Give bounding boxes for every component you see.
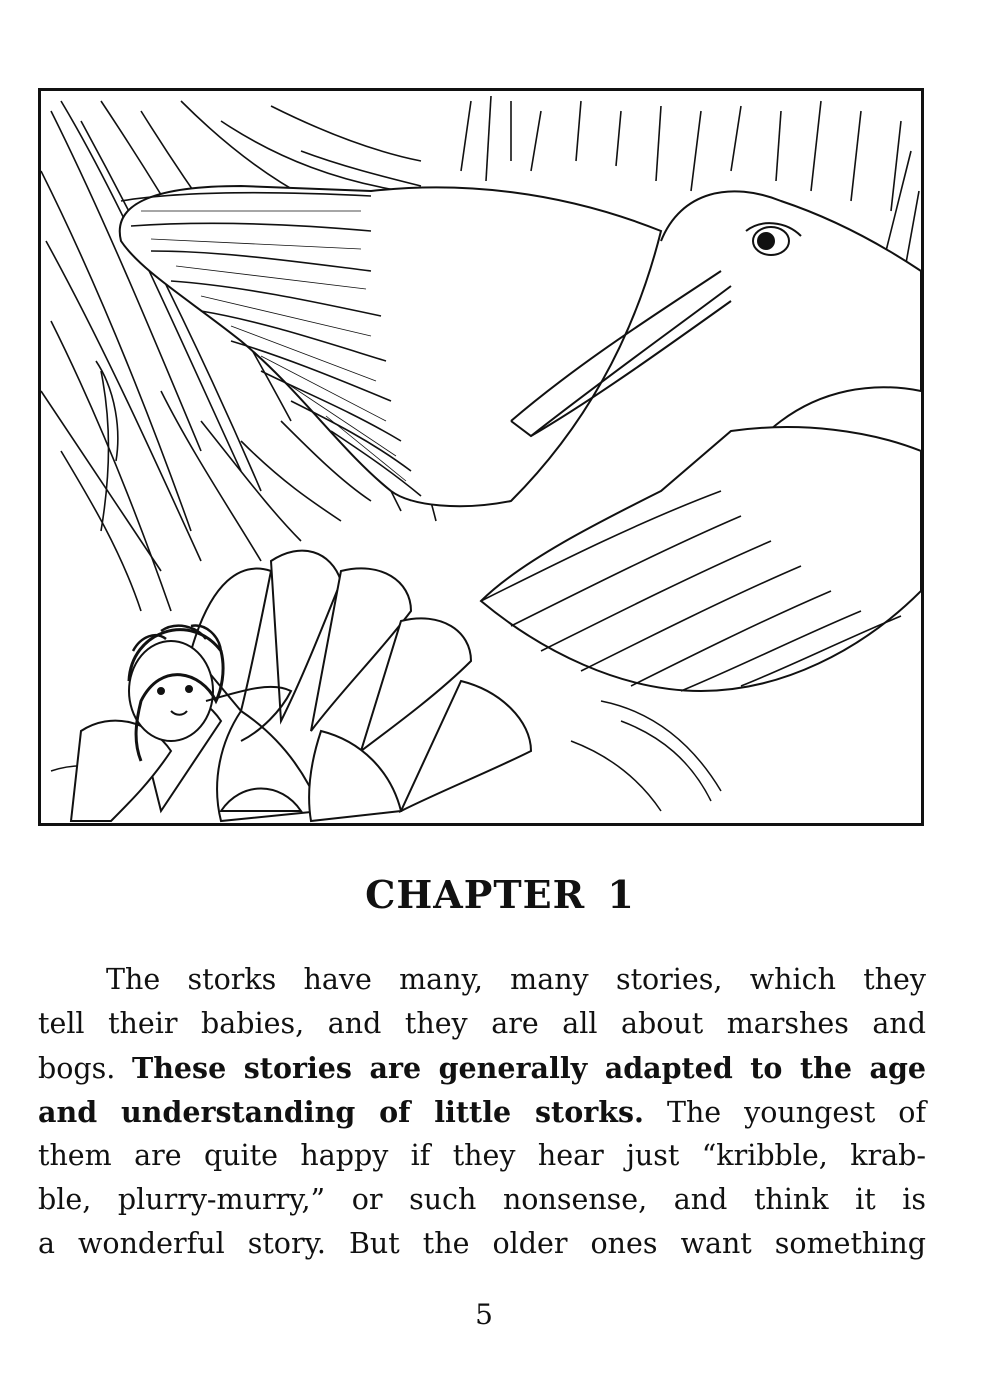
text-run: ble, plurry-murry,” or such nonsense, and think it is bbox=[38, 1183, 926, 1216]
bold-text-run: These stories are generally adapted to the age bbox=[131, 1051, 927, 1085]
story-line bbox=[38, 1002, 926, 1046]
story-line bbox=[38, 1222, 926, 1266]
story-line bbox=[38, 1046, 926, 1090]
story-line bbox=[38, 1134, 926, 1178]
page-number: 5 bbox=[475, 1298, 493, 1331]
story-text bbox=[38, 958, 926, 1266]
bold-text-run: and understanding of little storks. bbox=[38, 1095, 644, 1129]
text-run: The storks have many, many stories, which they bbox=[106, 963, 926, 996]
text-run: The youngest of bbox=[643, 1096, 927, 1129]
text-run: them are quite happy if they hear just “kribble, krab- bbox=[38, 1139, 926, 1172]
text-run: bogs. bbox=[38, 1052, 132, 1085]
story-line bbox=[38, 1178, 926, 1222]
stork-upper-wing bbox=[120, 186, 661, 506]
story-line bbox=[38, 1090, 926, 1134]
chapter-title: CHAPTER 1 bbox=[365, 872, 635, 917]
story-line bbox=[38, 958, 926, 1002]
text-run: tell their babies, and they are all about marshes and bbox=[38, 1007, 926, 1040]
text-run: a wonderful story. But the older ones want something bbox=[38, 1227, 926, 1260]
chapter-illustration bbox=[38, 88, 924, 826]
stork-lower-wing bbox=[481, 427, 921, 691]
